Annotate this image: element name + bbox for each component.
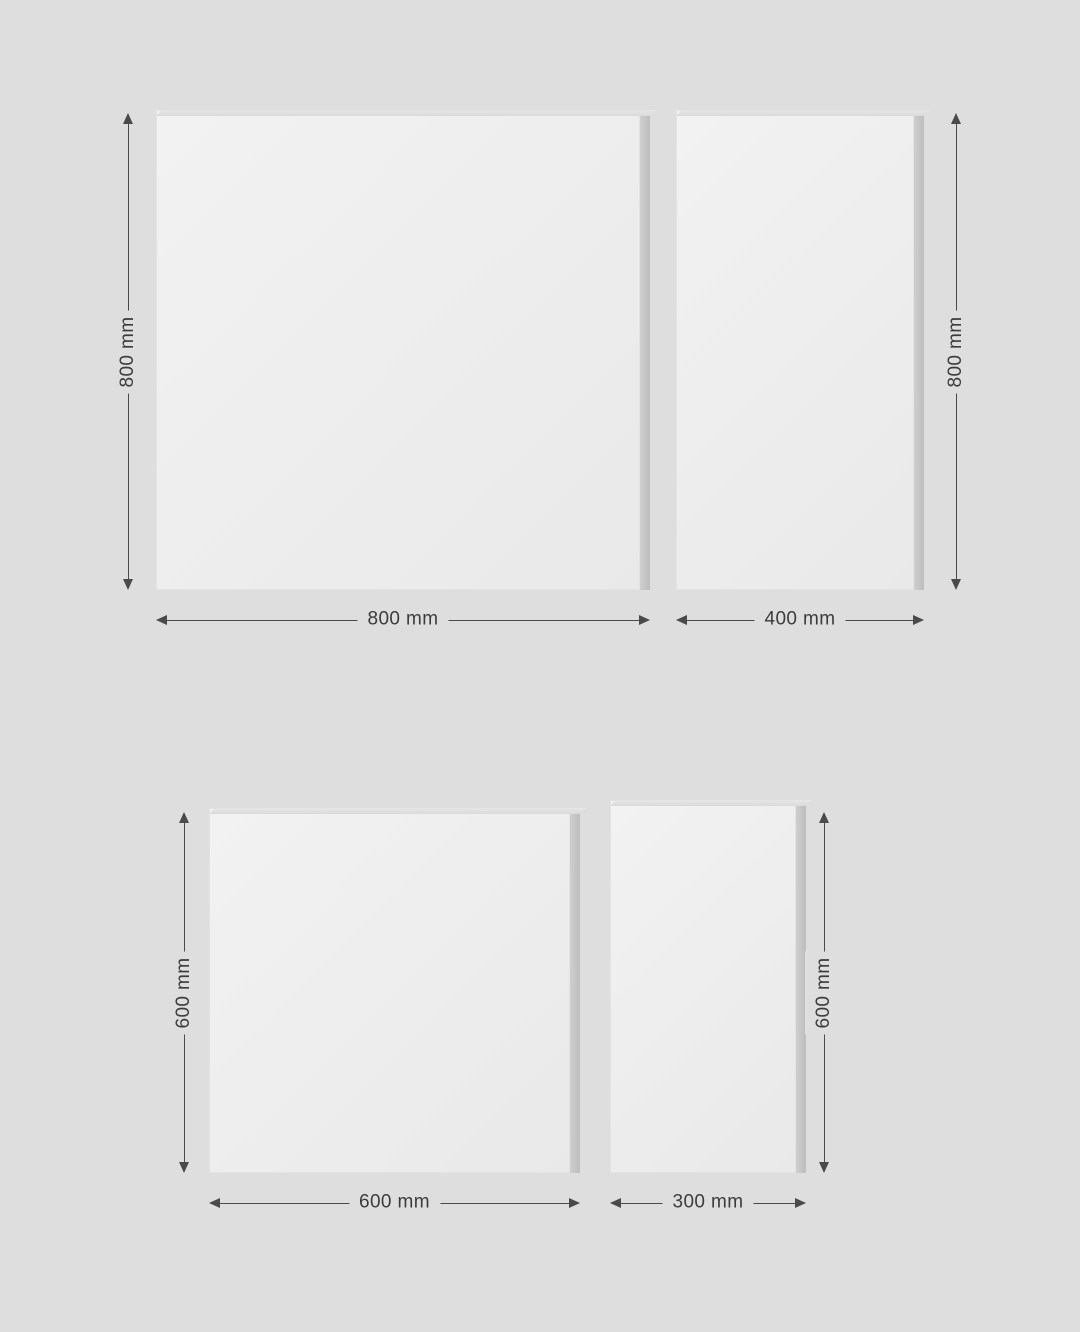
dimension-300x600-width — [610, 1191, 806, 1213]
panel-600x600 — [209, 808, 580, 1173]
panel-side-edge — [640, 116, 650, 590]
dimension-label: 600 mm — [805, 951, 843, 1034]
dimension-600x600-width — [209, 1191, 580, 1213]
panel-front-face — [676, 110, 914, 590]
panel-top-edge — [610, 800, 812, 806]
panel-top-edge — [676, 110, 930, 116]
arrow-down-icon — [819, 1162, 829, 1173]
arrow-right-icon — [795, 1198, 806, 1208]
arrow-right-icon — [639, 615, 650, 625]
dimension-label: 800 mm — [109, 310, 147, 393]
arrow-right-icon — [569, 1198, 580, 1208]
panel-side-edge — [914, 116, 924, 590]
arrow-up-icon — [123, 113, 133, 124]
arrow-up-icon — [819, 812, 829, 823]
dimension-label: 600 mm — [165, 951, 203, 1034]
dimension-800x800-height — [117, 113, 138, 590]
panel-800x800 — [156, 110, 650, 590]
arrow-down-icon — [951, 579, 961, 590]
arrow-left-icon — [610, 1198, 621, 1208]
dimension-800x800-width — [156, 608, 650, 630]
arrow-right-icon — [913, 615, 924, 625]
dimension-label: 300 mm — [662, 1192, 753, 1214]
dimension-400x800-height — [945, 113, 966, 590]
dimension-label: 800 mm — [937, 310, 975, 393]
panel-top-edge — [156, 110, 656, 116]
arrow-left-icon — [676, 615, 687, 625]
dimension-400x800-width — [676, 608, 924, 630]
arrow-left-icon — [156, 615, 167, 625]
panel-400x800 — [676, 110, 924, 590]
dimension-label: 600 mm — [349, 1192, 440, 1214]
panel-front-face — [610, 800, 796, 1173]
arrow-up-icon — [951, 113, 961, 124]
panel-front-face — [209, 808, 570, 1173]
panel-top-edge — [209, 808, 586, 814]
arrow-down-icon — [123, 579, 133, 590]
arrow-down-icon — [179, 1162, 189, 1173]
dimension-300x600-height — [813, 812, 834, 1173]
panel-300x600 — [610, 800, 806, 1173]
dimension-label: 400 mm — [754, 609, 845, 631]
dimension-600x600-height — [173, 812, 194, 1173]
panel-front-face — [156, 110, 640, 590]
arrow-left-icon — [209, 1198, 220, 1208]
arrow-up-icon — [179, 812, 189, 823]
dimension-label: 800 mm — [357, 609, 448, 631]
panel-side-edge — [570, 814, 580, 1173]
